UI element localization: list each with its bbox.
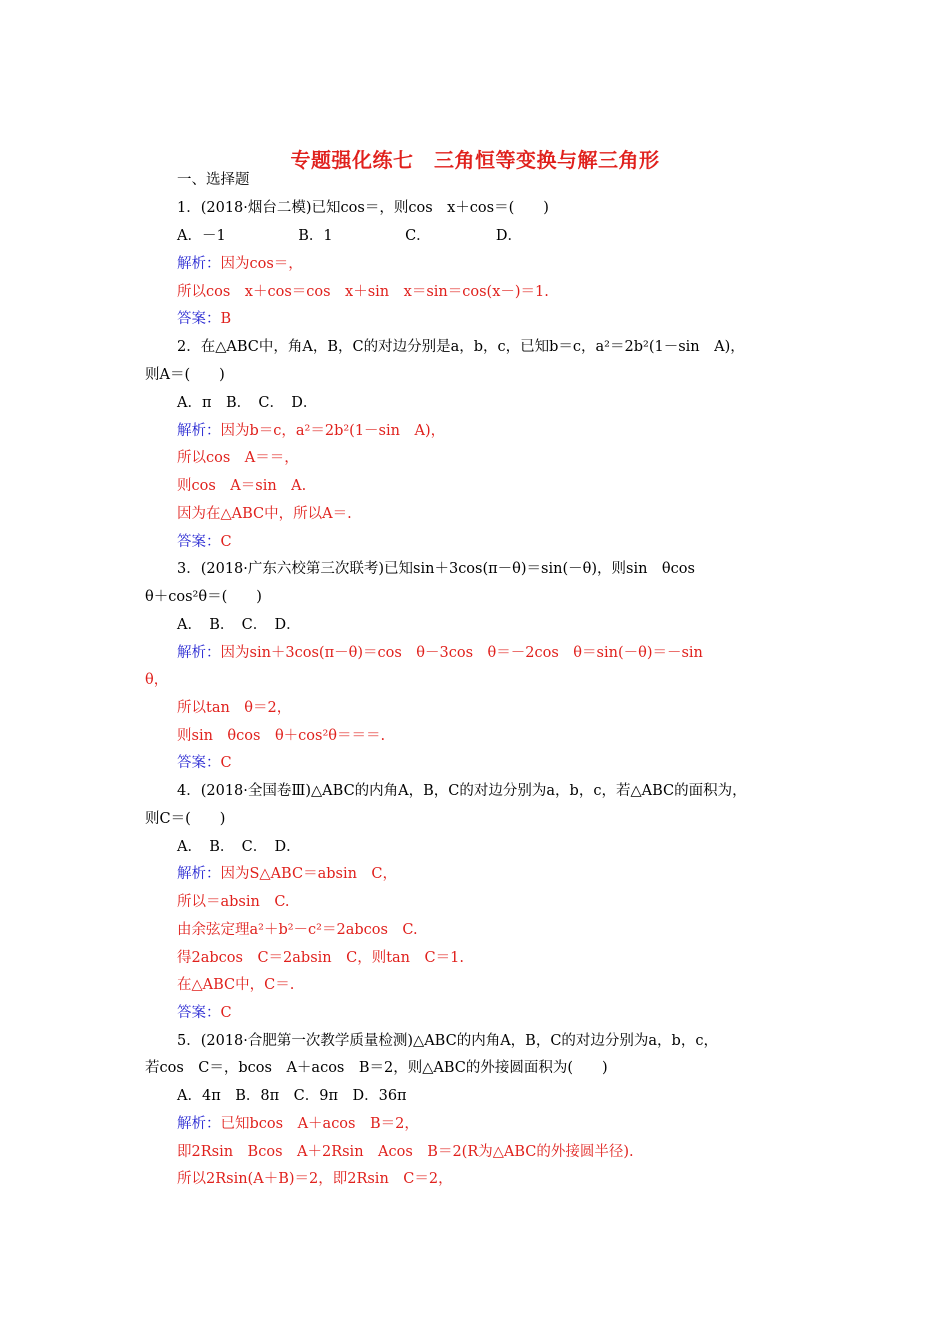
line-text: 所以2Rsin(A＋B)＝2，即2Rsin C＝2， [177,1171,453,1187]
text-line [177,948,464,968]
section-heading: 一、选择题 [177,172,250,188]
analysis-label: 解析： [177,866,221,882]
text-line [177,1003,232,1023]
text-line [177,837,301,857]
line-text: 因为在△ABC中，所以A＝. [177,506,352,522]
line-text: 由余弦定理a²＋b²－c²＝2abcos C. [177,922,418,938]
text-line [177,698,291,718]
text-line [177,1142,634,1162]
line-text: 则A＝( ) [145,367,225,383]
line-text: θ＋cos²θ＝( ) [145,589,262,605]
text-line [177,753,232,773]
text-line [177,226,522,246]
text-line [145,365,225,385]
text-line [177,1114,419,1134]
line-text: 即2Rsin Bcos A＋2Rsin Acos B＝2(R为△ABC的外接圆半径). [177,1144,634,1160]
text-line [177,781,747,801]
line-text: A． B． C． D． [177,617,301,633]
line-text: 因为cos＝， [220,256,303,272]
line-text: 所以cos x＋cos＝cos x＋sin x＝sin＝cos(x－)＝1. [177,284,549,300]
text-line [177,892,290,912]
text-line [177,476,306,496]
line-text: 若cos C＝，bcos A＋acos B＝2，则△ABC的外接圆面积为( ) [145,1060,608,1076]
text-line [145,587,262,607]
text-line [177,282,549,302]
line-text: C [220,534,232,550]
line-text: B [220,311,232,327]
text-line [177,309,231,329]
text-line [177,920,418,940]
line-text: 得2abcos C＝2absin C，则tan C＝1. [177,950,464,966]
text-line [177,1169,453,1189]
answer-label: 答案： [177,311,221,327]
line-text: A． B． C． D． [177,839,301,855]
text-line [177,421,445,441]
text-line [177,1086,407,1106]
analysis-label: 解析： [177,256,221,272]
text-line [177,726,385,746]
answer-label: 答案： [177,1005,221,1021]
line-text: 3．(2018·广东六校第三次联考)已知sin＋3cos(π－θ)＝sin(－θ)，则sin θcos [177,561,695,577]
line-text: 则sin θcos θ＋cos²θ＝＝＝. [177,728,386,744]
line-text: 因为b＝c，a²＝2b²(1－sin A)， [220,423,446,439]
line-text: 所以＝absin C. [177,894,290,910]
text-line [177,504,352,524]
line-text: 则cos A＝sin A. [177,478,307,494]
line-text: 所以tan θ＝2， [177,700,292,716]
analysis-label: 解析： [177,645,221,661]
text-line [177,643,703,663]
line-text: A．π B． C． D． [177,395,318,411]
text-line [145,1058,608,1078]
answer-label: 答案： [177,755,221,771]
line-text: 2．在△ABC中，角A，B，C的对边分别是a，b，c，已知b＝c，a²＝2b²(1－sin A)， [177,339,745,355]
line-text: 1．(2018·烟台二模)已知cos＝，则cos x＋cos＝( ) [177,200,549,216]
text-line [177,448,299,468]
text-line [145,809,225,829]
line-text: 已知bcos A＋acos B＝2， [220,1116,419,1132]
text-line [177,615,301,635]
line-text: A．4π B．8π C．9π D．36π [177,1088,407,1104]
line-text: C [220,755,232,771]
answer-label: 答案： [177,534,221,550]
line-text: 因为sin＋3cos(π－θ)＝cos θ－3cos θ＝－2cos θ＝sin(－θ)＝－sin [220,645,703,661]
text-line [177,532,232,552]
text-line [177,864,397,884]
line-text: 在△ABC中，C＝. [177,977,295,993]
line-text: C [220,1005,232,1021]
line-text: 所以cos A＝＝， [177,450,299,466]
text-line [145,670,168,690]
text-line [177,393,317,413]
line-text: 因为S△ABC＝absin C， [220,866,398,882]
text-line [177,254,303,274]
text-line [177,1031,718,1051]
text-line [177,198,549,218]
text-line [177,975,294,995]
page-title: 专题强化练七 三角恒等变换与解三角形 [290,148,660,172]
line-text: A．－1 B．1 C． D． [177,228,523,244]
text-line [177,559,695,579]
line-text: θ， [145,672,169,688]
analysis-label: 解析： [177,423,221,439]
line-text: 4．(2018·全国卷Ⅲ)△ABC的内角A，B，C的对边分别为a，b，c，若△ABC的面积为， [177,783,747,799]
line-text: 则C＝( ) [145,811,226,827]
text-line [177,337,745,357]
analysis-label: 解析： [177,1116,221,1132]
line-text: 5．(2018·合肥第一次教学质量检测)△ABC的内角A，B，C的对边分别为a，b，c， [177,1033,718,1049]
